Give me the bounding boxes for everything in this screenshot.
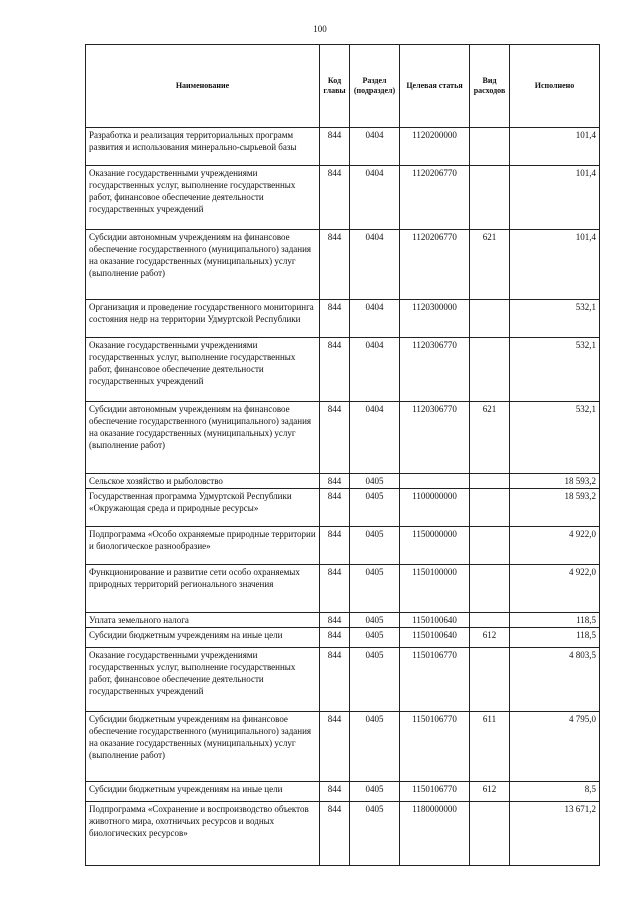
row-chapter: 844 — [320, 782, 350, 802]
row-section: 0405 — [350, 613, 400, 628]
row-type: 621 — [470, 230, 510, 300]
row-executed: 532,1 — [510, 300, 600, 338]
row-name: Оказание государственными учреждениями государственных услуг, выполнение государственных работ, финансовое обеспечение деятельности государственных учреждений — [86, 338, 320, 402]
row-type — [470, 565, 510, 613]
row-type — [470, 613, 510, 628]
row-type: 611 — [470, 712, 510, 782]
row-chapter: 844 — [320, 402, 350, 474]
row-type: 612 — [470, 628, 510, 648]
table-row — [86, 474, 600, 489]
row-section: 0405 — [350, 527, 400, 565]
row-section: 0405 — [350, 489, 400, 527]
row-name: Субсидии автономным учреждениям на финансовое обеспечение государственного (муниципального) задания на оказание государственных (муниципальных) услуг (выполнение работ) — [86, 230, 320, 300]
row-section: 0405 — [350, 628, 400, 648]
row-section: 0404 — [350, 166, 400, 230]
row-chapter: 844 — [320, 489, 350, 527]
row-type: 612 — [470, 782, 510, 802]
table-row — [86, 802, 600, 866]
row-executed: 101,4 — [510, 166, 600, 230]
row-target: 1120300000 — [400, 300, 470, 338]
row-target — [400, 474, 470, 489]
row-target: 1180000000 — [400, 802, 470, 866]
row-chapter: 844 — [320, 712, 350, 782]
row-executed: 118,5 — [510, 628, 600, 648]
table-row — [86, 402, 600, 474]
row-chapter: 844 — [320, 648, 350, 712]
row-executed: 118,5 — [510, 613, 600, 628]
row-section: 0405 — [350, 648, 400, 712]
row-chapter: 844 — [320, 230, 350, 300]
table-row — [86, 230, 600, 300]
row-target: 1150100640 — [400, 613, 470, 628]
row-executed: 18 593,2 — [510, 489, 600, 527]
row-name: Подпрограмма «Сохранение и воспроизводство объектов животного мира, охотничьих ресурсов и водных биологических ресурсов» — [86, 802, 320, 866]
row-chapter: 844 — [320, 300, 350, 338]
row-name: Субсидии бюджетным учреждениям на иные цели — [86, 782, 320, 802]
row-target: 1150100000 — [400, 565, 470, 613]
row-executed: 18 593,2 — [510, 474, 600, 489]
table-row — [86, 166, 600, 230]
table-header-row — [86, 45, 600, 128]
row-section: 0405 — [350, 782, 400, 802]
row-section: 0405 — [350, 712, 400, 782]
row-executed: 13 671,2 — [510, 802, 600, 866]
table-row — [86, 565, 600, 613]
budget-table — [85, 44, 600, 866]
row-name: Субсидии бюджетным учреждениям на иные цели — [86, 628, 320, 648]
row-name: Субсидии автономным учреждениям на финансовое обеспечение государственного (муниципального) задания на оказание государственных (муниципальных) услуг (выполнение работ) — [86, 402, 320, 474]
table-row — [86, 712, 600, 782]
row-executed: 4 922,0 — [510, 527, 600, 565]
row-chapter: 844 — [320, 474, 350, 489]
row-type — [470, 338, 510, 402]
table-row — [86, 489, 600, 527]
row-executed: 532,1 — [510, 338, 600, 402]
row-section: 0404 — [350, 128, 400, 166]
row-chapter: 844 — [320, 613, 350, 628]
table-row — [86, 128, 600, 166]
row-name: Функционирование и развитие сети особо охраняемых природных территорий регионального значения — [86, 565, 320, 613]
row-chapter: 844 — [320, 565, 350, 613]
row-executed: 4 795,0 — [510, 712, 600, 782]
header-executed: Исполнено — [510, 45, 600, 128]
row-target: 1120306770 — [400, 402, 470, 474]
row-name: Государственная программа Удмуртской Республики «Окружающая среда и природные ресурсы» — [86, 489, 320, 527]
row-executed: 532,1 — [510, 402, 600, 474]
row-name: Разработка и реализация территориальных программ развития и использования минерально-сырьевой базы — [86, 128, 320, 166]
row-target: 1120206770 — [400, 230, 470, 300]
row-chapter: 844 — [320, 628, 350, 648]
row-section: 0405 — [350, 565, 400, 613]
row-target: 1150106770 — [400, 782, 470, 802]
row-section: 0404 — [350, 338, 400, 402]
header-section: Раздел (подраздел) — [350, 45, 400, 128]
row-type — [470, 474, 510, 489]
row-target: 1120306770 — [400, 338, 470, 402]
row-name: Уплата земельного налога — [86, 613, 320, 628]
table-row — [86, 300, 600, 338]
row-target: 1120200000 — [400, 128, 470, 166]
row-target: 1100000000 — [400, 489, 470, 527]
row-chapter: 844 — [320, 802, 350, 866]
row-executed: 4 922,0 — [510, 565, 600, 613]
table-row — [86, 338, 600, 402]
row-section: 0405 — [350, 474, 400, 489]
row-name: Сельское хозяйство и рыболовство — [86, 474, 320, 489]
row-chapter: 844 — [320, 527, 350, 565]
row-target: 1150106770 — [400, 712, 470, 782]
row-target: 1150106770 — [400, 648, 470, 712]
row-type — [470, 802, 510, 866]
row-target: 1150100640 — [400, 628, 470, 648]
row-executed: 101,4 — [510, 230, 600, 300]
row-name: Оказание государственными учреждениями государственных услуг, выполнение государственных работ, финансовое обеспечение деятельности государственных учреждений — [86, 648, 320, 712]
row-type — [470, 300, 510, 338]
row-chapter: 844 — [320, 338, 350, 402]
row-section: 0404 — [350, 230, 400, 300]
row-executed: 8,5 — [510, 782, 600, 802]
row-type — [470, 527, 510, 565]
header-name: Наименование — [86, 45, 320, 128]
table-row — [86, 782, 600, 802]
header-chapter: Код главы — [320, 45, 350, 128]
row-section: 0404 — [350, 402, 400, 474]
row-target: 1150000000 — [400, 527, 470, 565]
header-type: Вид расходов — [470, 45, 510, 128]
row-chapter: 844 — [320, 166, 350, 230]
row-name: Организация и проведение государственного мониторинга состояния недр на территории Удмуртской Республики — [86, 300, 320, 338]
row-executed: 101,4 — [510, 128, 600, 166]
row-type — [470, 648, 510, 712]
row-section: 0405 — [350, 802, 400, 866]
table-row — [86, 527, 600, 565]
row-name: Оказание государственными учреждениями государственных услуг, выполнение государственных работ, финансовое обеспечение деятельности государственных учреждений — [86, 166, 320, 230]
row-target: 1120206770 — [400, 166, 470, 230]
row-type — [470, 166, 510, 230]
table-row — [86, 648, 600, 712]
row-name: Субсидии бюджетным учреждениям на финансовое обеспечение государственного (муниципального) задания на оказание государственных (муниципальных) услуг (выполнение работ) — [86, 712, 320, 782]
row-executed: 4 803,5 — [510, 648, 600, 712]
row-chapter: 844 — [320, 128, 350, 166]
row-type: 621 — [470, 402, 510, 474]
table-body — [86, 128, 600, 866]
table-row — [86, 628, 600, 648]
row-name: Подпрограмма «Особо охраняемые природные территории и биологическое разнообразие» — [86, 527, 320, 565]
row-type — [470, 128, 510, 166]
page-number: 100 — [313, 24, 327, 34]
table-row — [86, 613, 600, 628]
row-section: 0404 — [350, 300, 400, 338]
header-target: Целевая статья — [400, 45, 470, 128]
row-type — [470, 489, 510, 527]
